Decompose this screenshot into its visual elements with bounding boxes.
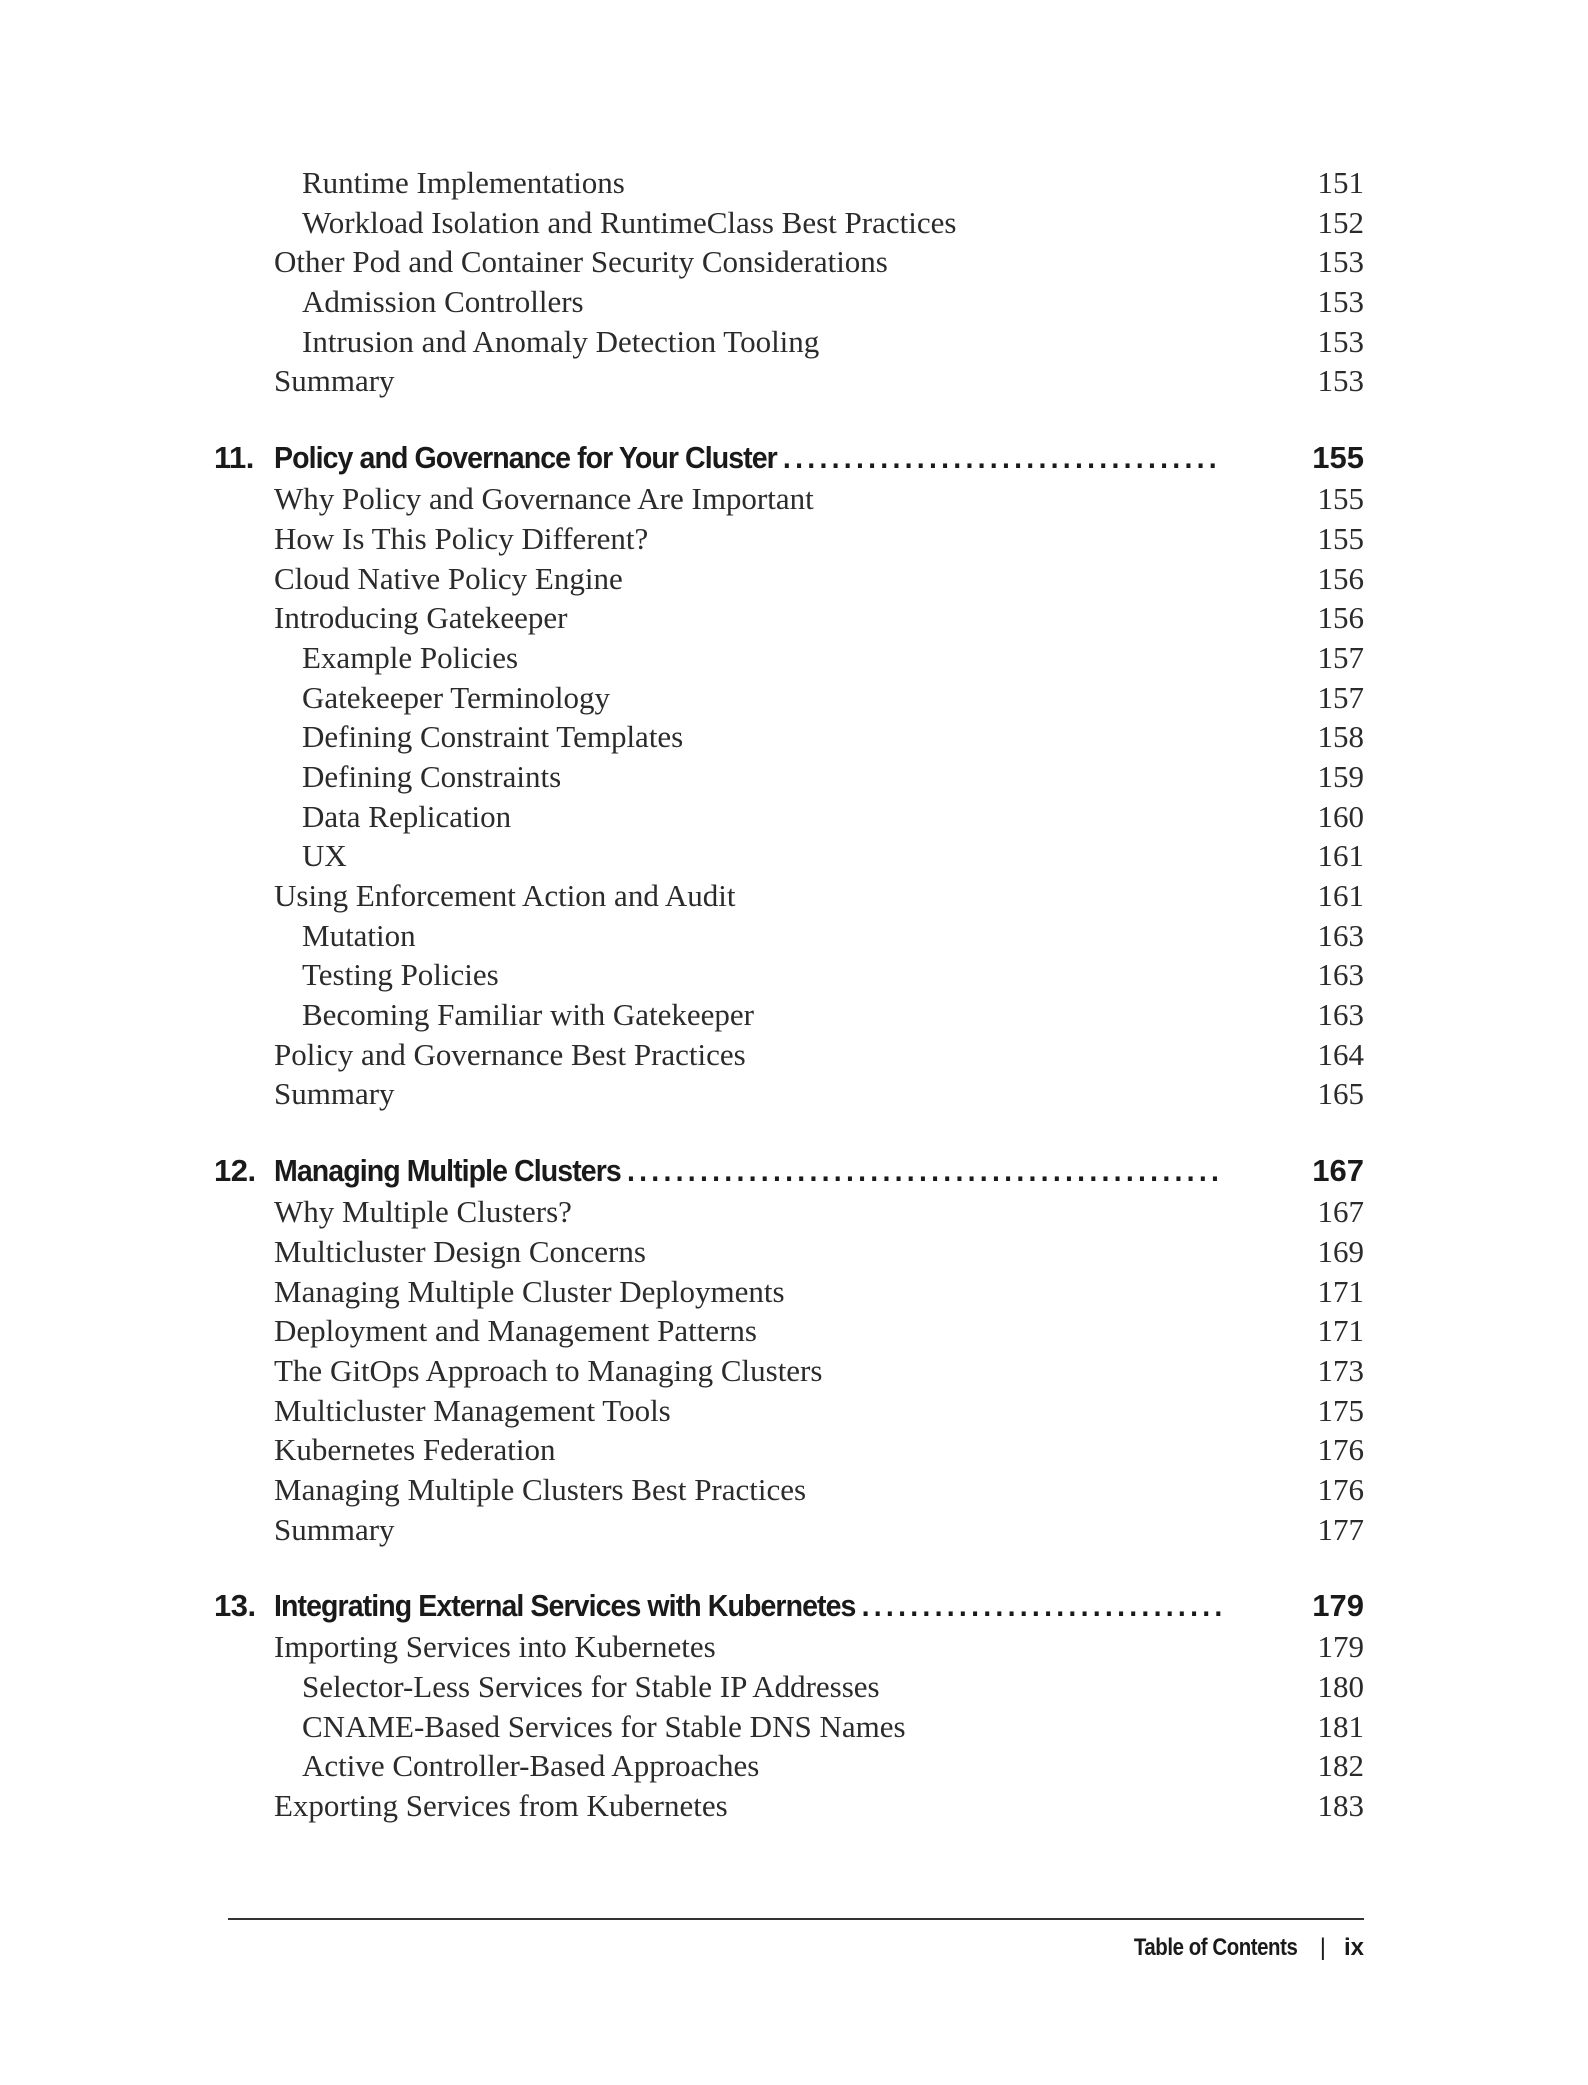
toc-entry[interactable]: [214, 638, 1364, 678]
toc-entry[interactable]: [214, 1430, 1364, 1470]
toc-entry-title: How Is This Policy Different?: [274, 520, 649, 556]
toc-entry[interactable]: [214, 203, 1364, 243]
chapter-title: Policy and Governance for Your Cluster . . .: [274, 437, 1222, 479]
toc-entry[interactable]: [214, 1311, 1364, 1351]
toc-entry[interactable]: [214, 598, 1364, 638]
toc-entry-title: CNAME-Based Services for Stable DNS Names: [302, 1708, 906, 1744]
toc-entry-page: 156: [1317, 560, 1364, 596]
toc-entry-page: 160: [1317, 798, 1364, 834]
toc-entry-title: Deployment and Management Patterns: [274, 1313, 757, 1349]
toc-entry-page: 151: [1317, 165, 1364, 200]
toc-entry-title: Why Policy and Governance Are Important: [274, 481, 814, 517]
toc-entry-page: 164: [1317, 1036, 1364, 1072]
toc-entry-page: 155: [1317, 520, 1364, 556]
chapter-heading[interactable]: [214, 437, 1364, 479]
toc-entry-title: Summary: [274, 363, 395, 399]
toc-entry-title: Importing Services into Kubernetes: [274, 1629, 716, 1665]
toc-entry-page: 156: [1317, 600, 1364, 636]
toc-entry[interactable]: [214, 1786, 1364, 1826]
toc-entry-title: Becoming Familiar with Gatekeeper: [302, 997, 754, 1033]
toc-entry[interactable]: [214, 876, 1364, 916]
toc-entry-page: 171: [1317, 1273, 1364, 1309]
toc-entry[interactable]: [214, 678, 1364, 718]
toc-entry-title: Selector-Less Services for Stable IP Addresses: [302, 1669, 880, 1704]
toc-entry-page: 179: [1317, 1629, 1364, 1665]
toc-entry-page: 161: [1317, 838, 1364, 874]
toc-entry-page: 152: [1317, 204, 1364, 240]
toc-entry[interactable]: [214, 955, 1364, 995]
chapter-13-section: [214, 1585, 1364, 1825]
toc-entry-title: Why Multiple Clusters?: [274, 1194, 572, 1230]
toc-entry-page: 153: [1317, 363, 1364, 399]
toc-entry[interactable]: [214, 361, 1364, 401]
chapter-page: 155: [1312, 440, 1364, 476]
toc-entry-page: 182: [1317, 1748, 1364, 1784]
toc-entry-title: Defining Constraint Templates: [302, 719, 684, 755]
toc-entry-title: Exporting Services from Kubernetes: [274, 1788, 728, 1824]
toc-entry[interactable]: [214, 1627, 1364, 1667]
toc-entry-page: 176: [1317, 1432, 1364, 1468]
toc-entry-title: Introducing Gatekeeper: [274, 600, 568, 636]
toc-entry[interactable]: [214, 836, 1364, 876]
toc-entry-page: 163: [1317, 997, 1364, 1033]
toc-entry[interactable]: [214, 322, 1364, 362]
chapter-heading[interactable]: [214, 1585, 1364, 1627]
toc-entry-page: 163: [1317, 957, 1364, 993]
toc-entry[interactable]: [214, 1391, 1364, 1431]
chapter-heading[interactable]: [214, 1150, 1364, 1192]
toc-entry-page: 177: [1317, 1511, 1364, 1547]
toc-entry-title: Summary: [274, 1076, 395, 1112]
toc-entry-title: Other Pod and Container Security Considerations: [274, 244, 888, 280]
toc-entry[interactable]: [214, 1232, 1364, 1272]
toc-entry-page: 163: [1317, 917, 1364, 953]
toc-entry[interactable]: [214, 757, 1364, 797]
toc-entry-title: Managing Multiple Cluster Deployments: [274, 1273, 785, 1309]
toc-entry-title: Defining Constraints: [302, 758, 562, 794]
toc-entry[interactable]: [214, 1351, 1364, 1391]
toc-entry-title: Active Controller-Based Approaches: [302, 1748, 760, 1784]
toc-entry-title: Cloud Native Policy Engine: [274, 560, 623, 596]
chapter-page: 179: [1312, 1588, 1364, 1624]
toc-entry-page: 167: [1317, 1194, 1364, 1230]
toc-entry[interactable]: [214, 1470, 1364, 1510]
toc-entry-title: Intrusion and Anomaly Detection Tooling: [302, 323, 820, 359]
toc-entry[interactable]: [214, 995, 1364, 1035]
footer-label: Table of Contents: [1134, 1934, 1298, 1961]
toc-entry-title: Runtime Implementations: [302, 165, 625, 200]
footer-separator: |: [1319, 1934, 1326, 1961]
toc-entry-page: 183: [1317, 1788, 1364, 1824]
toc-entry-page: 157: [1317, 639, 1364, 675]
toc-entry-page: 173: [1317, 1352, 1364, 1388]
toc-entry-title: Managing Multiple Clusters Best Practices: [274, 1471, 807, 1507]
toc-entry-title: Kubernetes Federation: [274, 1432, 556, 1468]
toc-entry[interactable]: [214, 1510, 1364, 1550]
toc-entry[interactable]: [214, 717, 1364, 757]
toc-entry-title: Workload Isolation and RuntimeClass Best Practices: [302, 204, 957, 240]
toc-entry-title: Admission Controllers: [302, 284, 584, 320]
toc-entry-page: 153: [1317, 323, 1364, 359]
toc-entry[interactable]: [214, 1035, 1364, 1075]
toc-entry-page: 180: [1317, 1669, 1364, 1704]
toc-entry-page: 157: [1317, 679, 1364, 715]
toc-entry-title: The GitOps Approach to Managing Clusters: [274, 1352, 823, 1388]
toc-entry[interactable]: [214, 282, 1364, 322]
toc-entry-title: Data Replication: [302, 798, 512, 834]
toc-entry[interactable]: [214, 479, 1364, 519]
chapter-title: Managing Multiple Clusters . . .: [274, 1150, 1222, 1192]
toc-entry[interactable]: [214, 1192, 1364, 1232]
toc-entry[interactable]: [214, 1272, 1364, 1312]
chapter-12-section: [214, 1150, 1364, 1549]
toc-entry-page: 165: [1317, 1076, 1364, 1112]
toc-entry-page: 158: [1317, 719, 1364, 755]
toc-entry-page: 175: [1317, 1392, 1364, 1428]
toc-entry[interactable]: [214, 559, 1364, 599]
chapter-number: 13.: [214, 1588, 256, 1624]
toc-entry-title: Example Policies: [302, 639, 519, 675]
toc-entry-title: Testing Policies: [302, 957, 499, 993]
toc-entry[interactable]: [214, 1074, 1364, 1114]
footer-rule: [228, 1918, 1364, 1920]
toc-entry-page: 159: [1317, 758, 1364, 794]
chapter-title: Integrating External Services with Kubernetes . . .: [274, 1585, 1222, 1627]
toc-entry[interactable]: [214, 519, 1364, 559]
toc-entry-page: 161: [1317, 878, 1364, 913]
toc-entry[interactable]: [214, 1707, 1364, 1747]
toc-entry[interactable]: [214, 242, 1364, 282]
toc-entry-title: Using Enforcement Action and Audit: [274, 878, 736, 913]
chapter-page: 167: [1312, 1153, 1364, 1189]
toc-entry-title: Multicluster Design Concerns: [274, 1233, 646, 1269]
table-of-contents: [214, 163, 1364, 1826]
toc-entry-page: 176: [1317, 1471, 1364, 1507]
toc-entry-page: 153: [1317, 284, 1364, 320]
chapter-11-section: [214, 437, 1364, 1114]
toc-entry-page: 169: [1317, 1233, 1364, 1269]
footer-page-number: ix: [1343, 1934, 1364, 1961]
page-footer: [1105, 1928, 1364, 1968]
toc-entry-title: Multicluster Management Tools: [274, 1392, 671, 1428]
toc-entry[interactable]: [214, 797, 1364, 837]
toc-entry-page: 155: [1317, 481, 1364, 517]
toc-entry[interactable]: [214, 163, 1364, 203]
toc-entry[interactable]: [214, 1746, 1364, 1786]
toc-entry[interactable]: [214, 1667, 1364, 1707]
toc-entry-title: Mutation: [302, 917, 416, 953]
toc-entry-title: Gatekeeper Terminology: [302, 679, 611, 715]
toc-entry-page: 171: [1317, 1313, 1364, 1349]
continued-entries: [214, 163, 1364, 401]
toc-entry-page: 181: [1317, 1708, 1364, 1744]
chapter-number: 11.: [214, 440, 254, 476]
toc-entry-title: Policy and Governance Best Practices: [274, 1036, 746, 1072]
toc-entry-title: Summary: [274, 1511, 395, 1547]
chapter-number: 12.: [214, 1153, 256, 1189]
toc-entry-page: 153: [1317, 244, 1364, 280]
toc-entry[interactable]: [214, 916, 1364, 956]
toc-entry-title: UX: [302, 838, 347, 874]
